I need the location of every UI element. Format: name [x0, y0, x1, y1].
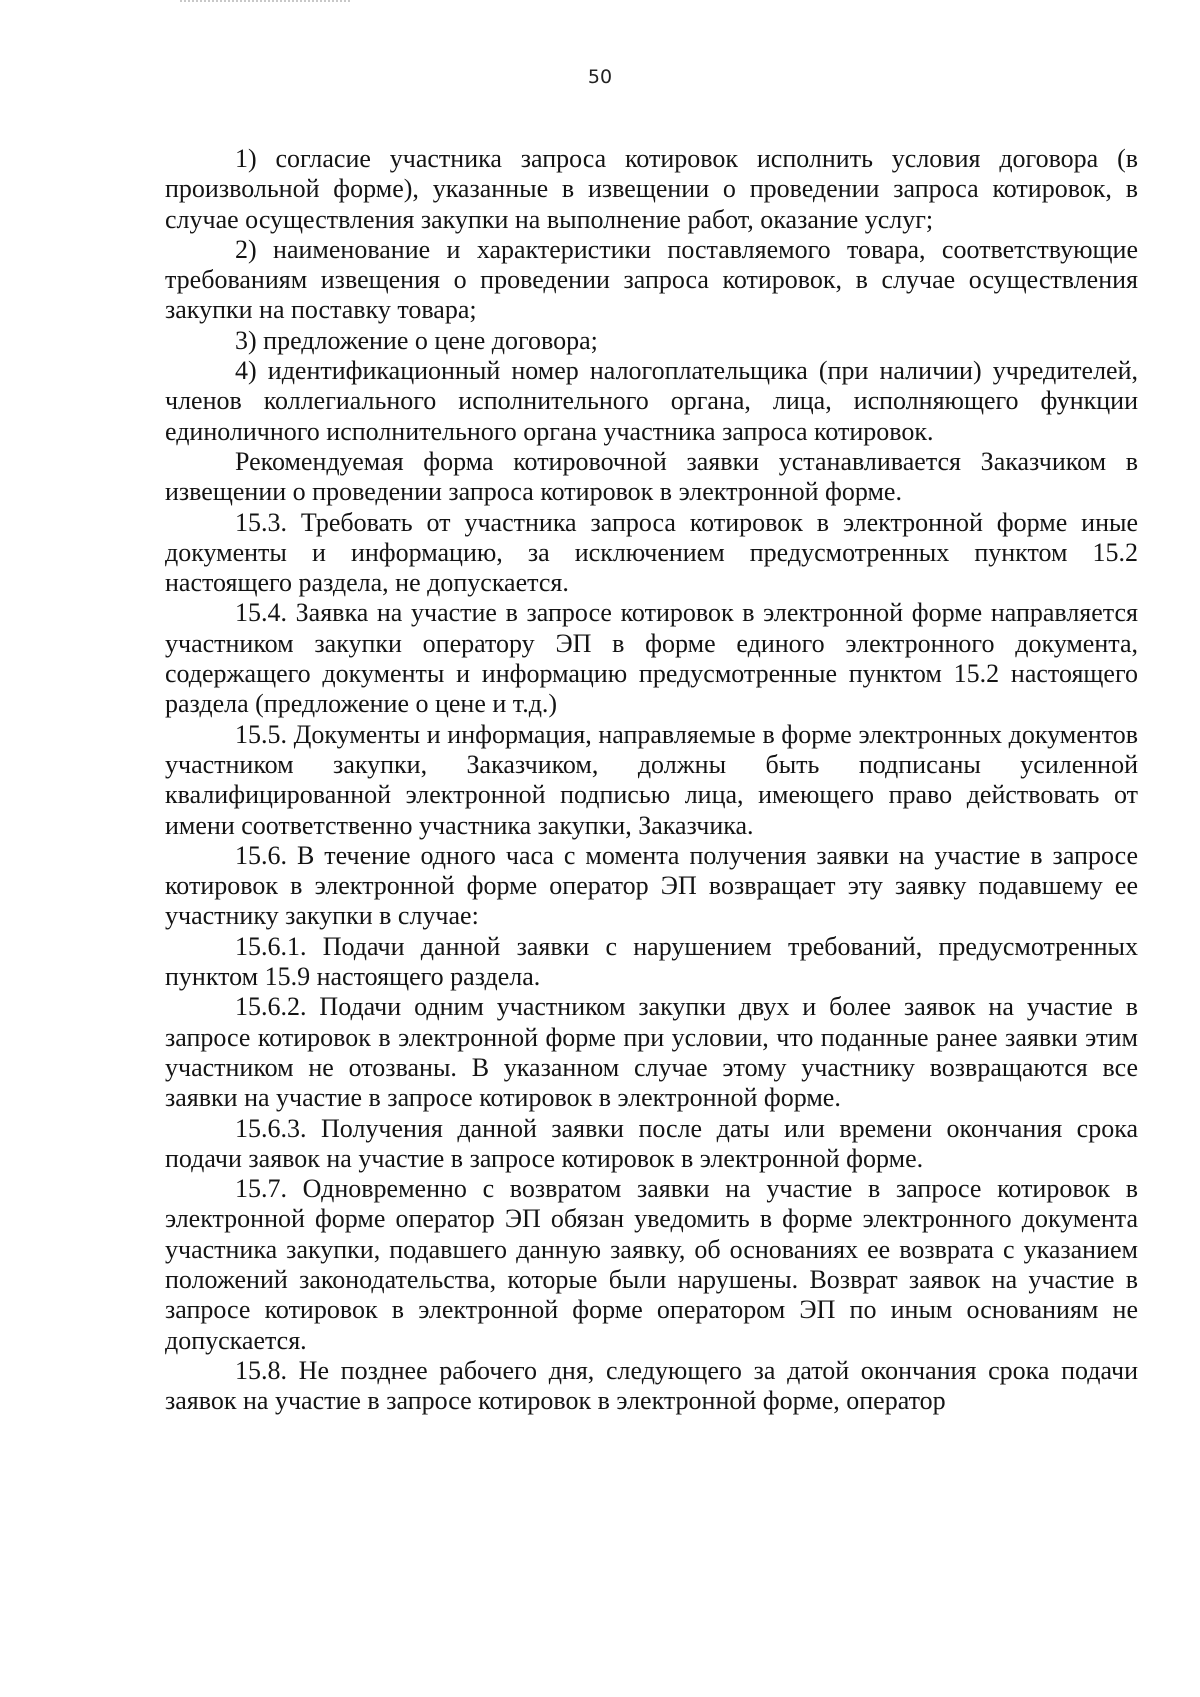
paragraph-15-3: 15.3. Требовать от участника запроса котировок в электронной форме иные документы и информацию, за исключением предусмотренных пунктом 15.2 настоящего раздела, не допускается.: [165, 507, 1138, 598]
document-body: [165, 144, 1138, 1416]
paragraph-item-3: 3) предложение о цене договора;: [235, 325, 598, 355]
paragraph-15-8: 15.8. Не позднее рабочего дня, следующего за датой окончания срока подачи заявок на участие в запросе котировок в электронной форме, оператор: [165, 1355, 1138, 1416]
paragraph-15-6-2: 15.6.2. Подачи одним участником закупки двух и более заявок на участие в запросе котировок в электронной форме при условии, что поданные ранее заявки этим участником не отозваны. В указанном случае этому участнику возвращаются все заявки на участие в запросе котировок в электронной форме.: [165, 992, 1138, 1113]
paragraph-15-5: 15.5. Документы и информация, направляемые в форме электронных документов участником закупки, Заказчиком, должны быть подписаны усиленной квалифицированной электронной подписью лица, имеющего право действовать от имени соответственно участника закупки, Заказчика.: [165, 719, 1138, 840]
paragraph-item-2: 2) наименование и характеристики поставляемого товара, соответствующие требованиям извещения о проведении запроса котировок, в случае осуществления закупки на поставку товара;: [165, 234, 1138, 325]
paragraph-15-7: 15.7. Одновременно с возвратом заявки на участие в запросе котировок в электронной форме оператор ЭП обязан уведомить в форме электронного документа участника закупки, подавшего данную заявку, об основаниях ее возврата с указанием положений законодательства, которые были нарушены. Возврат заявок на участие в запросе котировок в электронной форме оператором ЭП по иным основаниям не допускается.: [165, 1174, 1138, 1355]
paragraph-item-1: 1) согласие участника запроса котировок исполнить условия договора (в произвольной форме), указанные в извещении о проведении запроса котировок, в случае осуществления закупки на выполнение работ, оказание услуг;: [165, 144, 1138, 234]
paragraph-15-6: 15.6. В течение одного часа с момента получения заявки на участие в запросе котировок в электронной форме оператор ЭП возвращает эту заявку подавшему ее участнику закупки в случае:: [165, 840, 1138, 931]
paragraph-15-6-1: 15.6.1. Подачи данной заявки с нарушением требований, предусмотренных пунктом 15.9 настоящего раздела.: [165, 931, 1138, 992]
paragraph-item-4: 4) идентификационный номер налогоплательщика (при наличии) учредителей, членов коллегиального исполнительного органа, лица, исполняющего функции единоличного исполнительного органа участника запроса котировок.: [165, 356, 1138, 446]
page-number: 50: [587, 66, 613, 88]
scan-artifact: [180, 0, 350, 6]
paragraph-15-6-3: 15.6.3. Получения данной заявки после даты или времени окончания срока подачи заявок на участие в запросе котировок в электронной форме.: [165, 1113, 1138, 1173]
paragraph-15-4: 15.4. Заявка на участие в запросе котировок в электронной форме направляется участником закупки оператору ЭП в форме единого электронного документа, содержащего документы и информацию предусмотренные пунктом 15.2 настоящего раздела (предложение о цене и т.д.): [165, 598, 1138, 719]
paragraph-form-note: Рекомендуемая форма котировочной заявки устанавливается Заказчиком в извещении о проведении запроса котировок в электронной форме.: [165, 446, 1138, 507]
